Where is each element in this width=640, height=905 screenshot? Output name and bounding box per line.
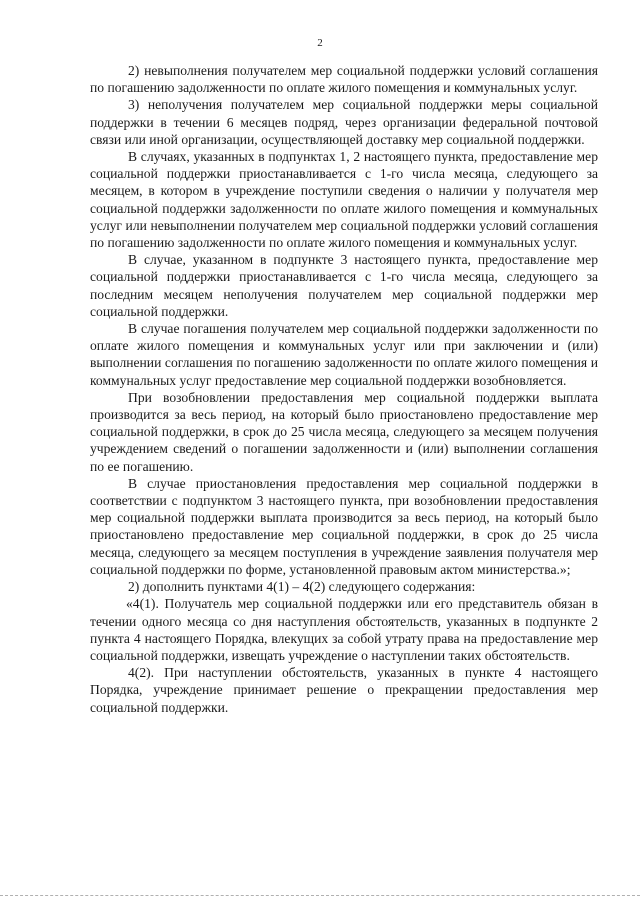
paragraph-resumption-case-3: В случае приостановления предоставления мер социальной поддержки в соответствии с подпунктом 3 настоящего пункта, при возобновлении предоставления мер социальной поддержки выплата производится за весь период, на который было приостановлено предоставление мер социальной поддержки, в срок до 25 числа месяца, следующего за месяцем поступления в учреждение заявления получателя мер социальной поддержки по форме, установленной правовым актом министерства.»;: [90, 475, 598, 577]
paragraph-amendment-2: 2) дополнить пунктами 4(1) – 4(2) следующего содержания:: [128, 579, 476, 595]
bottom-scan-line: [0, 895, 640, 896]
document-body: [90, 62, 598, 716]
paragraph-clause-4-1: «4(1). Получатель мер социальной поддержки или его представитель обязан в течении одного месяца со дня наступления обстоятельств, указанных в подпункте 2 пункта 4 настоящего Порядка, влекущих за собой утрату права на предоставление мер социальной поддержки, извещать учреждение о наступлении таких обстоятельств.: [90, 596, 598, 663]
paragraph-item-3: 3) неполучения получателем мер социальной поддержки меры социальной поддержки в течении 6 месяцев подряд, через организации федеральной почтовой связи или иной организации, осуществляющей доставку мер социальной поддержки.: [90, 97, 598, 147]
paragraph-debt-repayment: В случае погашения получателем мер социальной поддержки задолженности по оплате жилого помещения и коммунальных услуг или при заключении и (или) выполнении соглашения по погашению задолженности по оплате жилого помещения и коммунальных услуг предоставление мер социальной поддержки возобновляется.: [90, 321, 598, 388]
paragraph-suspension-case-3: В случае, указанном в подпункте 3 настоящего пункта, предоставление мер социальной поддержки приостанавливается с 1-го числа месяца, следующего за последним месяцем неполучения получателем мер социальной поддержки мер социальной поддержки.: [90, 252, 598, 319]
paragraph-resumption-payment: При возобновлении предоставления мер социальной поддержки выплата производится за весь период, на который было приостановлено предоставление мер социальной поддержки, в срок до 25 числа месяца, следующего за месяцем получения учреждением сведений о погашении задолженности и (или) выполнении соглашения по ее погашению.: [90, 389, 598, 474]
paragraph-item-2: 2) невыполнения получателем мер социальной поддержки условий соглашения по погашению задолженности по оплате жилого помещения и коммунальных услуг.: [90, 63, 598, 96]
page-number: 2: [317, 37, 323, 49]
paragraph-suspension-cases-1-2: В случаях, указанных в подпунктах 1, 2 настоящего пункта, предоставление мер социальной поддержки приостанавливается с 1-го числа месяца, следующего за месяцем, в котором в учреждение поступили сведения о наличии у получателя мер социальной поддержки задолженности по оплате жилого помещения и коммунальных услуг или невыполнении получателем мер социальной поддержки условий соглашения по погашению задолженности по оплате жилого помещения и коммунальных услуг.: [90, 149, 598, 251]
paragraph-clause-4-2: 4(2). При наступлении обстоятельств, указанных в пункте 4 настоящего Порядка, учреждение принимает решение о прекращении предоставления мер социальной поддержки.: [90, 665, 598, 715]
